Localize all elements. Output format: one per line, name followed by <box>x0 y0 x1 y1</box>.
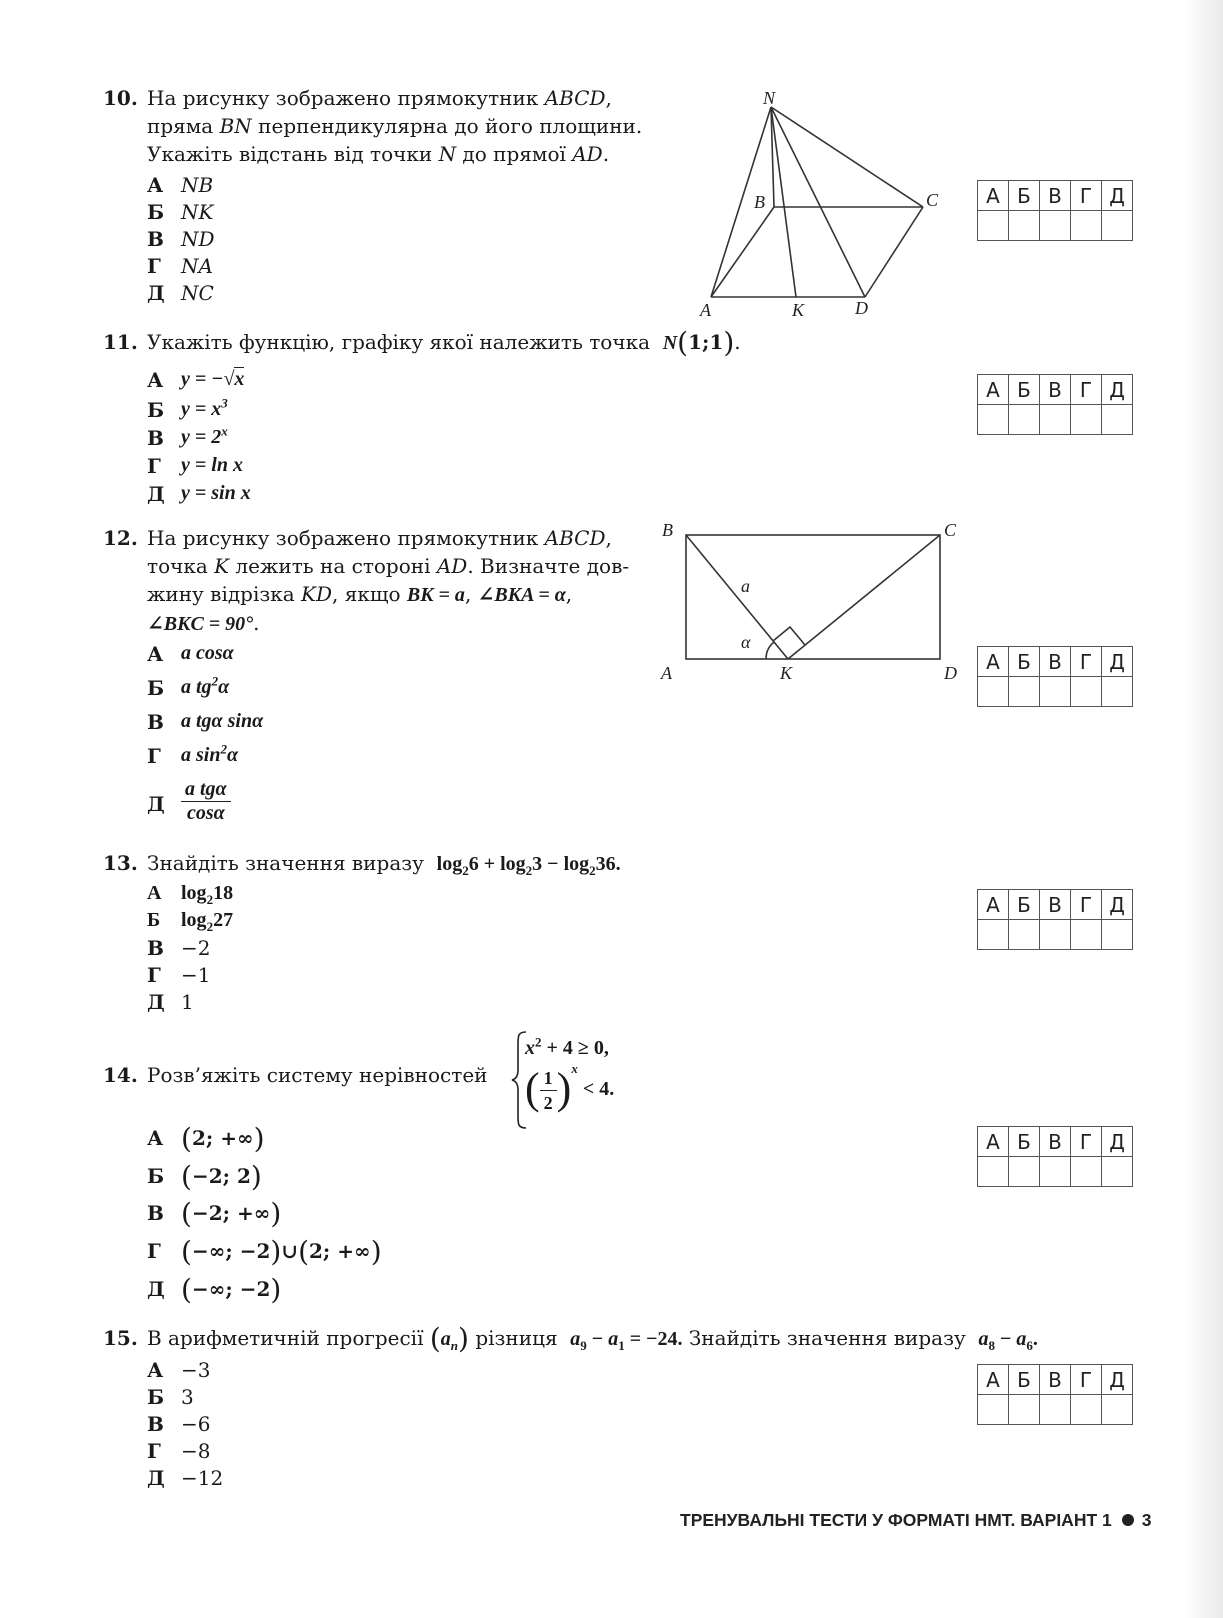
grid-letter: Д <box>1102 647 1133 677</box>
label-side-a: a <box>741 576 750 596</box>
question-number: 15. <box>103 1326 138 1350</box>
label-k: K <box>792 300 805 320</box>
grid-letter: Д <box>1102 1127 1133 1157</box>
question-number: 13. <box>103 851 138 875</box>
answer-cell[interactable] <box>1040 405 1071 435</box>
grid-letter: А <box>978 181 1009 211</box>
grid-letter: Г <box>1071 181 1102 211</box>
answer-cell[interactable] <box>1071 1157 1102 1187</box>
question-text: На рисунку зображено прямокутник ABCD, пряма BN перпендикулярна до його площини. Укажіть відстань від точки N до прямої AD. <box>147 86 643 166</box>
answer-cell[interactable] <box>1102 1395 1133 1425</box>
answer-cell[interactable] <box>1102 920 1133 950</box>
grid-letter: Г <box>1071 1127 1102 1157</box>
answer-cell[interactable] <box>978 677 1009 707</box>
question-number: 12. <box>103 526 138 550</box>
answer-cell[interactable] <box>978 920 1009 950</box>
grid-letter: В <box>1040 890 1071 920</box>
grid-letter: В <box>1040 1365 1071 1395</box>
label-c: C <box>944 520 957 540</box>
label-d: D <box>944 663 957 683</box>
answer-cell[interactable] <box>1009 1395 1040 1425</box>
page-footer <box>680 1510 1160 1531</box>
grid-letter: Г <box>1071 890 1102 920</box>
answer-cell[interactable] <box>1071 920 1102 950</box>
label-a: A <box>661 663 672 683</box>
label-alpha: α <box>741 632 751 652</box>
answer-grid-10 <box>977 180 1133 241</box>
label-d: D <box>855 298 868 318</box>
answer-cell[interactable] <box>1102 1157 1133 1187</box>
answer-cell[interactable] <box>978 1157 1009 1187</box>
answer-cell[interactable] <box>978 1395 1009 1425</box>
rectangle-figure <box>650 515 970 685</box>
answer-grid-13 <box>977 889 1133 950</box>
page-number: 3 <box>1141 1510 1152 1530</box>
grid-letter: А <box>978 647 1009 677</box>
grid-letter: А <box>978 1127 1009 1157</box>
answer-cell[interactable] <box>1009 920 1040 950</box>
answer-cell[interactable] <box>1071 1395 1102 1425</box>
grid-letter: Д <box>1102 890 1133 920</box>
answer-cell[interactable] <box>1040 211 1071 241</box>
answer-grid-14 <box>977 1126 1133 1187</box>
label-b: B <box>662 520 673 540</box>
question-number: 14. <box>103 1063 138 1087</box>
answer-cell[interactable] <box>1009 211 1040 241</box>
grid-letter: Г <box>1071 1365 1102 1395</box>
answer-cell[interactable] <box>1040 1157 1071 1187</box>
label-n: N <box>763 88 776 108</box>
question-text: В арифметичній прогресії $(a_n)$ різниця $a_9 - a_1 = -24$. Знайдіть значення виразу $a_8 - a_6$. <box>147 1322 1038 1355</box>
answer-cell[interactable] <box>1040 1395 1071 1425</box>
question-text: Знайдіть значення виразу $\log_26 + \log_23 - \log_236$. <box>147 851 621 878</box>
answer-cell[interactable] <box>1102 677 1133 707</box>
grid-letter: В <box>1040 375 1071 405</box>
grid-letter: Д <box>1102 1365 1133 1395</box>
label-c: C <box>926 190 939 210</box>
answer-cell[interactable] <box>1102 405 1133 435</box>
answer-cell[interactable] <box>1071 677 1102 707</box>
grid-letter: Д <box>1102 375 1133 405</box>
grid-letter: В <box>1040 181 1071 211</box>
question-text: Розв’яжіть систему нерівностей <box>147 1063 488 1087</box>
answer-cell[interactable] <box>1009 677 1040 707</box>
grid-letter: А <box>978 375 1009 405</box>
answer-cell[interactable] <box>1102 211 1133 241</box>
answer-cell[interactable] <box>1009 405 1040 435</box>
label-b: B <box>754 192 765 212</box>
system-line-2: ( $\frac{1}{2}$ )$^x$ < 4. <box>525 1061 615 1114</box>
grid-letter: Б <box>1009 1365 1040 1395</box>
system-line-1: $x^2 + 4 \ge 0$, <box>525 1034 609 1059</box>
question-text: Укажіть функцію, графіку якої належить точка N(1;1). <box>147 326 741 359</box>
label-a: A <box>700 300 711 320</box>
grid-letter: Д <box>1102 181 1133 211</box>
answer-grid-12 <box>977 646 1133 707</box>
answer-cell[interactable] <box>978 211 1009 241</box>
grid-letter: А <box>978 890 1009 920</box>
grid-letter: Г <box>1071 375 1102 405</box>
answer-cell[interactable] <box>978 405 1009 435</box>
grid-letter: Г <box>1071 647 1102 677</box>
grid-letter: Б <box>1009 181 1040 211</box>
footer-title: ТРЕНУВАЛЬНІ ТЕСТИ У ФОРМАТІ НМТ. ВАРІАНТ 1 <box>680 1510 1112 1530</box>
answer-grid-15 <box>977 1364 1133 1425</box>
answer-cell[interactable] <box>1040 677 1071 707</box>
grid-letter: Б <box>1009 1127 1040 1157</box>
pyramid-figure <box>690 80 950 325</box>
page-edge-shadow <box>1185 0 1223 1618</box>
grid-letter: В <box>1040 1127 1071 1157</box>
bullet-dot-icon <box>1122 1514 1134 1526</box>
question-number: 10. <box>103 86 138 110</box>
answer-grid-11 <box>977 374 1133 435</box>
question-number: 11. <box>103 330 138 354</box>
answer-cell[interactable] <box>1009 1157 1040 1187</box>
question-text: На рисунку зображено прямокутник ABCD, точка K лежить на стороні AD. Визначте дов- жину відрізка KD, якщо BK = a, ∠BKA = α, ∠BKC = 90°. <box>147 526 630 635</box>
grid-letter: В <box>1040 647 1071 677</box>
answer-cell[interactable] <box>1071 211 1102 241</box>
grid-letter: А <box>978 1365 1009 1395</box>
grid-letter: Б <box>1009 647 1040 677</box>
grid-letter: Б <box>1009 890 1040 920</box>
grid-letter: Б <box>1009 375 1040 405</box>
answer-cell[interactable] <box>1040 920 1071 950</box>
answer-cell[interactable] <box>1071 405 1102 435</box>
label-k: K <box>780 663 793 683</box>
